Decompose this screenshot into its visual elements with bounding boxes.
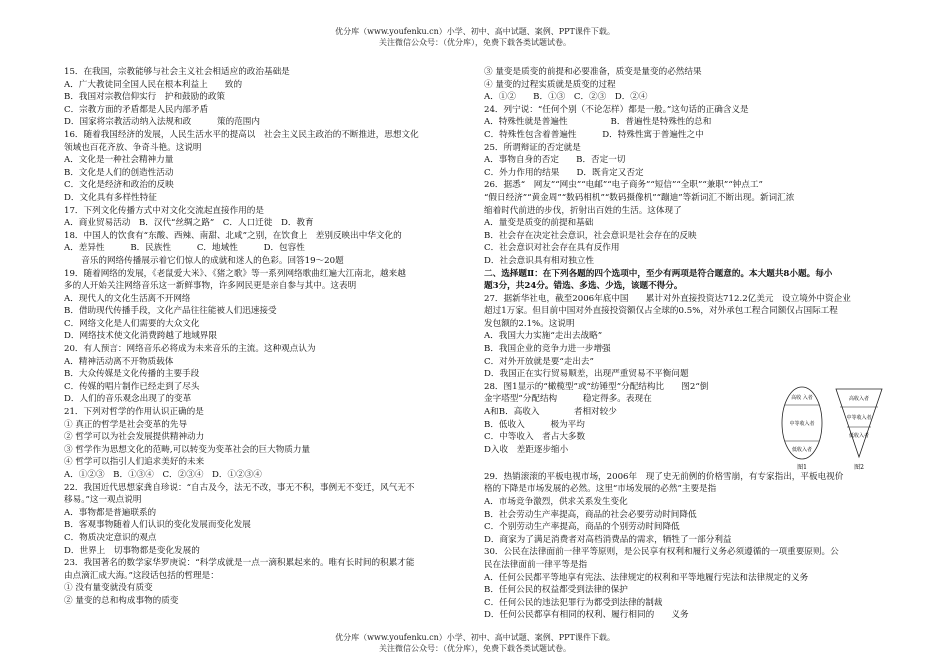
question-28-block bbox=[484, 381, 886, 471]
text-line: 23．我国著名的数学家华罗庚说：“科学成就是一点一滴积累起来的。唯有长时间的积累才能 bbox=[64, 558, 415, 569]
text-line: A．文化是一种社会精神力量 bbox=[64, 155, 174, 166]
text-line: C．传媒的唱片制作已经走到了尽头 bbox=[64, 381, 200, 392]
text-line: 29．热销滚滚的平板电视市场，2006年 现了史无前例的价格雪崩，有专家指出，平板电视价 bbox=[484, 471, 844, 482]
text-line: B．文化是人们的创造性活动 bbox=[64, 167, 174, 178]
text-line: D．人们的音乐观念出现了的变革 bbox=[64, 394, 192, 405]
text-line: 17．下列文化传播方式中对文化交流起直接作用的是 bbox=[64, 205, 264, 216]
text-line: C．网络文化是人们需要的大众文化 bbox=[64, 318, 200, 329]
text-line: D．文化具有多样性特征 bbox=[64, 192, 157, 203]
olive-figure-1 bbox=[782, 387, 822, 471]
text-line: A．差异性 B．民族性 C．地域性 D．包容性 bbox=[64, 243, 305, 254]
text-line: 21．下列对哲学的作用认识正确的是 bbox=[64, 407, 204, 418]
text-line: A．任何公民都平等地享有宪法、法律规定的权利和平等地履行宪法和法律规定的义务 bbox=[484, 572, 809, 583]
text-line: A．现代人的文化生活离不开网络 bbox=[64, 293, 191, 304]
text-line: 24．列宁说：“任何个别（不论怎样）都是一般。”这句话的正确含义是 bbox=[484, 104, 749, 115]
text-line: B．社会存在决定社会意识，社会意识是社会存在的反映 bbox=[484, 230, 697, 241]
text-line: 音乐的网络传播展示着它们惊人的成就和迷人的色彩。回答19～20题 bbox=[64, 255, 344, 266]
text-line: C．特殊性包含着普遍性 D．特殊性寓于普遍性之中 bbox=[484, 129, 704, 140]
text-line: C．物质决定意识的观点 bbox=[64, 532, 157, 543]
right-column-question-27 bbox=[484, 293, 886, 381]
fig1-caption: 图1 bbox=[797, 463, 807, 471]
text-line: C．对外开放就是要“走出去” bbox=[484, 356, 594, 367]
text-line: D．商家为了满足消费者对高档消费品的需求，牺牲了一部分利益 bbox=[484, 534, 732, 545]
footer-line-2: 关注微信公众号：（优分库），免费下载各类试题试卷。 bbox=[379, 644, 571, 653]
text-line: 题3分，共24分。错选、多选、少选，该题不得分。 bbox=[484, 281, 683, 292]
right-column-questions-23-26 bbox=[484, 66, 886, 268]
inverted-pyramid-figure-2 bbox=[836, 389, 882, 471]
text-line: D入收 差距逐步缩小 bbox=[484, 444, 569, 455]
fig2-middle-label: 中等收入者 bbox=[846, 414, 872, 421]
text-line: ④ 量变的过程实质就是质变的过程 bbox=[484, 79, 616, 90]
text-line: 15．在我国，宗教能够与社会主义社会相适应的政治基础是 bbox=[64, 67, 290, 77]
text-line: D．世界上 切事物都是变化发展的 bbox=[64, 545, 200, 556]
text-line: ④ 哲学可以指引人们追求美好的未来 bbox=[64, 457, 205, 468]
fig2-caption: 图2 bbox=[854, 463, 864, 471]
section-heading-choice-2 bbox=[484, 268, 886, 293]
text-line: A．①②③ B．①③④ C．②③④ D．①②③④ bbox=[64, 470, 262, 480]
income-distribution-figure bbox=[774, 383, 886, 471]
text-line: A．我国大力实施“走出去战略” bbox=[484, 331, 603, 342]
text-line: C．社会意识对社会存在具有反作用 bbox=[484, 243, 620, 254]
text-line: B．借助现代传播手段，文化产品往往能被人们迅速接受 bbox=[64, 306, 277, 317]
text-line: A．①② B．①③ C．②③ D．②④ bbox=[484, 92, 648, 103]
text-line: ③ 量变是质变的前提和必要准备，质变是量变的必然结果 bbox=[484, 67, 702, 77]
header-line-1: 优分库（www.youfenku.cn）小学、初中、高中试题、案例、PPT课件下载。 bbox=[335, 27, 615, 36]
page-footer bbox=[0, 632, 950, 654]
text-line: B．社会劳动生产率提高，商品的社会必要劳动时间降低 bbox=[484, 509, 697, 520]
text-line: 20．有人预言：网络音乐必将成为未来音乐的主流。这种观点认为 bbox=[64, 344, 316, 355]
text-line: D．社会意识具有相对独立性 bbox=[484, 255, 595, 266]
fig2-bottom-label: 低收入者 bbox=[848, 432, 870, 439]
text-line: A．广大教徒同全国人民在根本利益上 致的 bbox=[64, 79, 243, 90]
text-line: 二、选择题Ⅱ：在下列各题的四个选项中，至少有两项是符合题意的。本大题共8小题。每小 bbox=[484, 268, 833, 279]
text-line: B．我国企业的竞争力进一步增强 bbox=[484, 344, 611, 355]
text-line: 民在法律面前一律平等是指 bbox=[484, 560, 588, 570]
text-line: B．客观事物随着人们认识的变化发展而变化发展 bbox=[64, 520, 251, 531]
text-line: A．商业贸易活动 B．汉代“丝绸之路” C．人口迁徙 D．教育 bbox=[64, 218, 314, 229]
text-line: 发包额的2.1%。这说明 bbox=[484, 318, 575, 329]
text-line: A．精神活动离不开物质载体 bbox=[64, 356, 174, 367]
text-line: 移易。”这一观点说明 bbox=[64, 495, 142, 506]
text-line: B．我国对宗教信仰实行 护和鼓励的政策 bbox=[64, 92, 226, 103]
text-line: 26．据悉“ 网友”“网虫”“电邮”“电子商务”“短信”“全职”“兼职”“钟点工” bbox=[484, 180, 763, 191]
question-28-text bbox=[484, 381, 774, 471]
header-line-2: 关注微信公众号：（优分库），免费下载各类试题试卷。 bbox=[379, 38, 571, 47]
text-line: “假日经济”“黄金周”“数码相机”“数码摄像机”“蹦迪”等新词汇不断出现。新词汇浓 bbox=[484, 192, 795, 203]
text-line: C．外力作用的结果 D．既肯定又否定 bbox=[484, 167, 644, 178]
text-line: A．事物都是普遍联系的 bbox=[64, 507, 157, 518]
text-line: C．任何公民的违法犯罪行为都受到法律的制裁 bbox=[484, 597, 663, 608]
text-line: A．事物自身的否定 B．否定一切 bbox=[484, 155, 626, 166]
text-line: 27．据新华社电，截至2006年底中国 累计对外直接投资达712.2亿美元 设立境外中资企业 bbox=[484, 293, 851, 304]
text-line: 超过1万家。但目前中国对外直接投资额仅占全球的0.5%，对外承包工程合同额仅占国际工程 bbox=[484, 306, 838, 317]
fig2-top-label: 高收入者 bbox=[848, 395, 870, 402]
fig1-middle-label: 中等收入者 bbox=[789, 420, 815, 427]
text-line: C．个别劳动生产率提高，商品的个别劳动时间降低 bbox=[484, 522, 680, 533]
text-line: ② 哲学可以为社会发展提供精神动力 bbox=[64, 432, 205, 443]
left-column bbox=[64, 66, 472, 608]
text-line: A．量变是质变的前提和基础 bbox=[484, 218, 594, 229]
text-line: D．国家将宗教活动纳入法规和政 策的范围内 bbox=[64, 117, 260, 128]
text-line: 22．我国近代思想家龚自珍说：“自古及今，法无不改，事无不积，事例无不变迁，风气无不 bbox=[64, 482, 415, 493]
text-line: 18．中国人的饮食有“东酸、西辣、南甜、北咸”之别，在饮食上 差别反映出中华文化的 bbox=[64, 230, 402, 241]
right-column-questions-29-30 bbox=[484, 471, 886, 622]
text-line: A．特殊性就是普遍性 B．普遍性是特殊性的总和 bbox=[484, 117, 712, 128]
text-line: C．宗教方面的矛盾都是人民内部矛盾 bbox=[64, 104, 209, 115]
text-line: ② 量变的总和构成事物的质变 bbox=[64, 595, 179, 606]
text-line: 28．图1显示的“橄榄型”或“纺锤型”分配结构比 图2“倒 bbox=[484, 381, 709, 392]
text-line: D．网络技术使文化消费跨越了地域界限 bbox=[64, 331, 217, 342]
text-line: ① 真正的哲学是社会变革的先导 bbox=[64, 419, 188, 430]
text-line: C．文化是经济和政治的反映 bbox=[64, 180, 174, 191]
text-line: 缩着时代前进的步伐，折射出百姓的生活。这体现了 bbox=[484, 205, 682, 216]
text-line: D．任何公民都享有相同的权利、履行相同的 义务 bbox=[484, 610, 689, 621]
text-line: B．低收入 极为平均 bbox=[484, 419, 585, 430]
text-line: 19．随着网络的发展，《老鼠爱大米》、《猪之歌》等一系列网络歌曲红遍大江南北，越来越 bbox=[64, 268, 406, 279]
text-line: 领域也百花齐放、争奇斗艳。这说明 bbox=[64, 142, 202, 153]
text-line: 30．公民在法律面前一律平等原则，是公民享有权利和履行义务必须遵循的一项重要原则。公 bbox=[484, 547, 839, 558]
page-header bbox=[0, 26, 950, 48]
text-line: A．市场竞争激烈，供求关系发生变化 bbox=[484, 497, 628, 508]
text-line: 多的人开始关注网络音乐这一新鲜事物，许多网民更是亲自参与其中。这表明 bbox=[64, 281, 357, 292]
right-column bbox=[484, 66, 886, 622]
text-line: A和B．高收入 者相对较少 bbox=[484, 407, 617, 418]
text-line: B．大众传媒是文化传播的主要手段 bbox=[64, 369, 200, 380]
text-line: 金字塔型”分配结构 稳定得多。表现在 bbox=[484, 394, 652, 405]
text-line: D．我国正在实行贸易顺差，出现严重贸易不平衡问题 bbox=[484, 369, 689, 380]
text-line: 16．随着我国经济的发展，人民生活水平的提高以 社会主义民主政治的不断推进，思想文化 bbox=[64, 129, 419, 140]
fig1-top-label: 高收 入者 bbox=[791, 394, 813, 401]
text-line: C．中等收入 者占大多数 bbox=[484, 432, 586, 443]
text-line: 由点滴汇成大海。”这段话包括的哲理是： bbox=[64, 570, 219, 581]
text-line: ① 没有量变就没有质变 bbox=[64, 583, 153, 594]
fig1-bottom-label: 低收入者 bbox=[791, 446, 813, 453]
text-line: 格的下降是市场发展的必然。这里“市场发展的必然”主要是指 bbox=[484, 484, 717, 495]
text-line: ③ 哲学作为思想文化的范畴,可以转变为变革社会的巨大物质力量 bbox=[64, 444, 311, 455]
text-line: B．任何公民的权益都受到法律的保护 bbox=[484, 585, 628, 596]
text-line: 25．所谓辩证的否定就是 bbox=[484, 142, 581, 153]
footer-line-1: 优分库（www.youfenku.cn）小学、初中、高中试题、案例、PPT课件下载。 bbox=[335, 633, 615, 642]
